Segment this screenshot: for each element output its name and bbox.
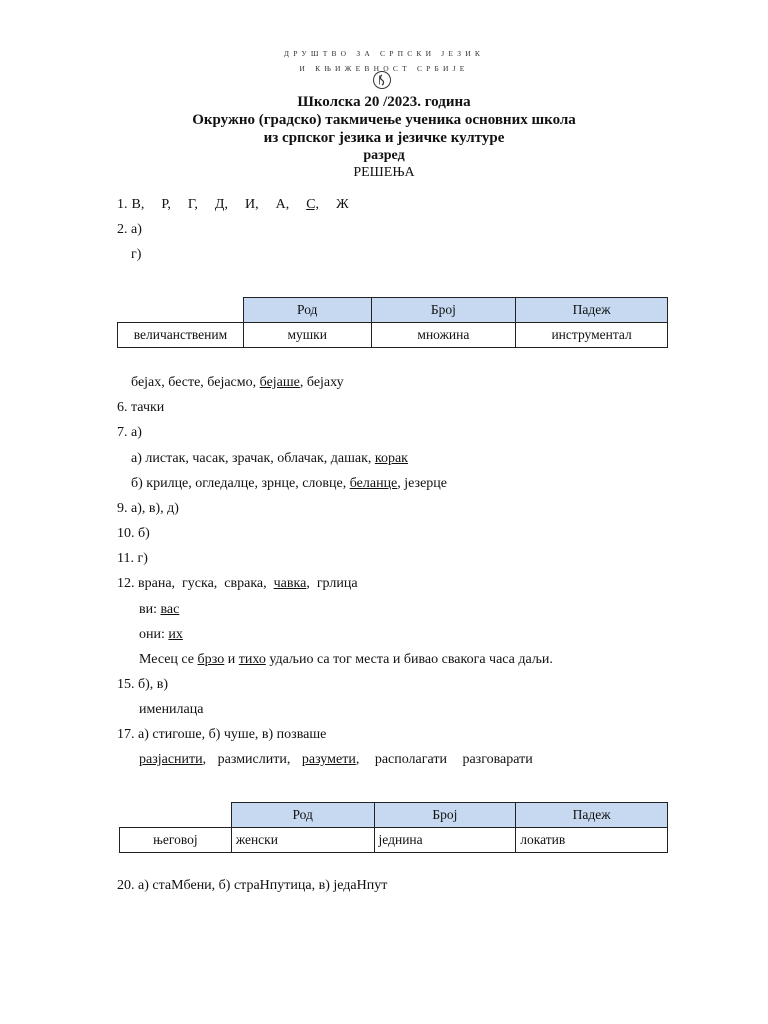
header-number: Број <box>374 803 516 828</box>
grammar-table-1 <box>117 297 668 348</box>
letter-answer: Д, <box>214 197 228 212</box>
answer-text: бејах, бесте, бејасмо, <box>131 375 260 390</box>
answer-11: 11. г) <box>117 551 148 566</box>
answer-18: разјаснити, размислити, разумети, располагати разговарати <box>139 752 533 767</box>
answer-1 <box>117 197 349 213</box>
header-case: Падеж <box>516 298 668 323</box>
letter-answer: С, <box>306 197 320 212</box>
header-gender: Род <box>243 298 371 323</box>
underlined-answer: тихо <box>238 652 266 667</box>
answer-text: Месец се <box>139 652 198 667</box>
grammar-table-2 <box>119 802 668 853</box>
underlined-answer: корак <box>374 451 408 466</box>
cell-case: локатив <box>516 828 668 853</box>
answer-8a <box>131 451 408 467</box>
word-3: разумети <box>301 752 356 767</box>
answer-text: , бејаху <box>299 375 344 390</box>
answer-20: 20. а) стаМбени, б) страНпутица, в) једаНпут <box>117 878 388 893</box>
org-name-line2: И КЊИЖЕВНОСТ СРБИЈЕ <box>299 64 469 73</box>
table-word: његовој <box>120 828 232 853</box>
underlined-answer: чавка <box>273 576 307 591</box>
underlined-answer: брзо <box>197 652 225 667</box>
answer-8b <box>131 476 447 492</box>
solutions-label: РЕШЕЊА <box>353 165 415 180</box>
grade-label: разред <box>363 148 405 163</box>
letter-answer: И, <box>244 197 259 212</box>
answer-number: 1. <box>117 197 128 212</box>
underlined-answer: вас <box>160 602 180 617</box>
answer-5 <box>131 375 344 391</box>
cell-number: једнина <box>374 828 516 853</box>
answer-text: удаљио са тог места и бивао свакога часа даљи. <box>265 652 553 667</box>
answer-2g: г) <box>131 247 142 262</box>
cell-gender: мушки <box>243 323 371 348</box>
word-1: разјаснити <box>139 752 203 767</box>
cell-number: множина <box>371 323 516 348</box>
answer-17: 17. а) стигоше, б) чуше, в) позваше <box>117 727 327 742</box>
word-5: разговарати <box>462 752 533 767</box>
answer-13-oni <box>139 627 183 643</box>
answer-16: именилаца <box>139 702 204 717</box>
answer-12 <box>117 576 358 592</box>
underlined-answer: их <box>168 627 183 642</box>
answer-text: 12. врана, гуска, сврака, <box>117 576 274 591</box>
answer-10: 10. б) <box>117 526 150 541</box>
answer-2a: а) <box>131 222 142 237</box>
answer-text: ви: <box>139 602 161 617</box>
answer-15: 15. б), в) <box>117 677 169 692</box>
header-number: Број <box>371 298 516 323</box>
cell-case: инструментал <box>516 323 668 348</box>
answer-6: 6. тачки <box>117 400 165 415</box>
competition-subtitle: Окружно (градско) такмичење ученика основних школа <box>192 112 576 128</box>
answer-text: и <box>224 652 239 667</box>
word-2: размислити, <box>217 752 291 767</box>
letter-answer: А, <box>275 197 290 212</box>
underlined-answer: беланце <box>349 476 398 491</box>
underlined-answer: бејаше <box>259 375 300 390</box>
answer-14 <box>139 652 553 668</box>
answer-text: , грлица <box>306 576 358 591</box>
society-logo-icon <box>372 70 392 90</box>
subject-subtitle: из српског језика и језичке културе <box>263 130 505 146</box>
answer-text: б) крилце, огледалце, зрнце, словце, <box>131 476 350 491</box>
letter-answer: Г, <box>187 197 198 212</box>
answer-text: а) листак, часак, зрачак, облачак, дашак, <box>131 451 375 466</box>
cell-gender: женски <box>231 828 374 853</box>
answer-13-vi <box>139 602 179 618</box>
table-word: величанственим <box>118 323 244 348</box>
answer-2 <box>117 222 142 238</box>
answer-9: 9. а), в), д) <box>117 501 179 516</box>
header-gender: Род <box>231 803 374 828</box>
page-title: Школска 20 /2023. година <box>297 94 471 110</box>
org-name-line1: ДРУШТВО ЗА СРПСКИ ЈЕЗИК <box>283 49 485 58</box>
answer-text: они: <box>139 627 169 642</box>
answer-7: 7. а) <box>117 425 142 440</box>
header-case: Падеж <box>516 803 668 828</box>
word-4: располагати <box>374 752 447 767</box>
answer-number: 2. <box>117 222 128 237</box>
letter-answer: Р, <box>161 197 171 212</box>
letter-answer: Ж <box>336 197 349 212</box>
answer-text: , језерце <box>397 476 448 491</box>
letter-answer: В, <box>131 197 145 212</box>
